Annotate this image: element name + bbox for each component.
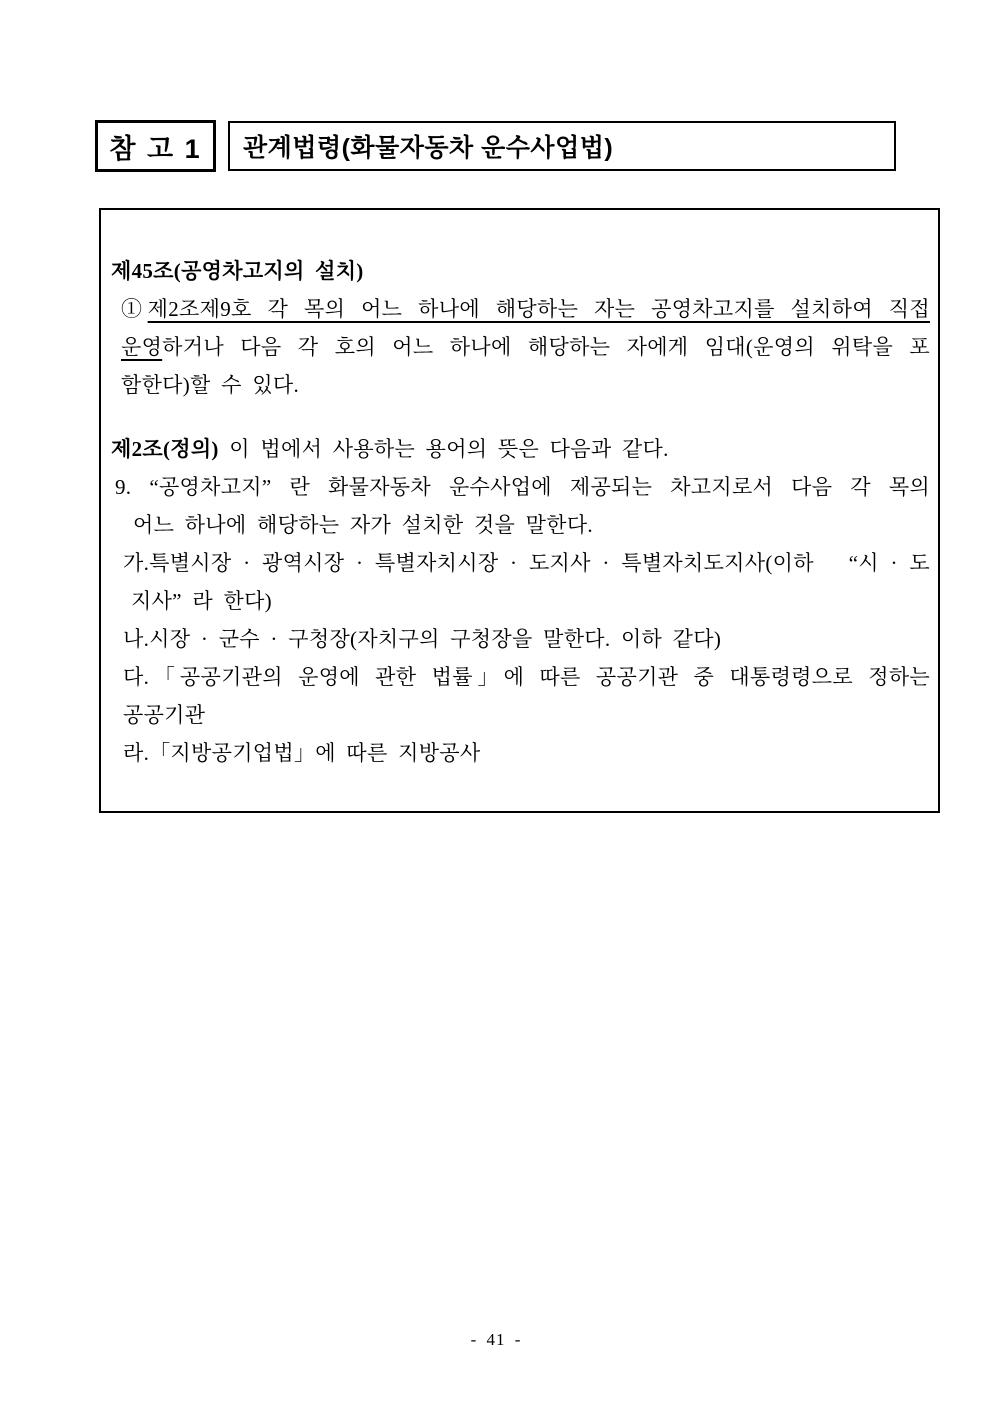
document-title: 관계법령(화물자동차 운수사업법): [243, 134, 614, 162]
reference-label: 참 고 1: [109, 133, 202, 164]
article2-heading-bold: 제2조(정의): [111, 437, 219, 461]
article2-item-na-line: 나.시장 · 군수 · 구청장(자치구의 구청장을 말한다. 이하 같다): [123, 627, 722, 651]
article2-item-ga-line2: 지사” 라 한다): [131, 589, 272, 613]
article45-clause1-line1: [101, 290, 930, 328]
article45-clause1-line3: 함한다)할 수 있다.: [121, 373, 300, 397]
article2-item9-line2: 어느 하나에 해당하는 자가 설치한 것을 말한다.: [133, 513, 593, 537]
article2-item-ga-line1: 가.특별시장 · 광역시장 · 특별자치시장 · 도지사 · 특별자치도지사(이하 “시 · 도: [123, 551, 930, 575]
article45-clause1-line2: [101, 328, 930, 366]
page-number: - 41 -: [470, 1330, 522, 1349]
article2-item9-line1: 9. “공영차고지” 란 화물자동차 운수사업에 제공되는 차고지로서 다음 각 목의: [115, 475, 930, 499]
article2-item-ra-line: 라.「지방공기업법」에 따른 지방공사: [123, 741, 481, 765]
reference-label-box: [95, 120, 216, 172]
article2-heading-line: [101, 430, 930, 468]
clause1-marker: ①: [121, 297, 148, 321]
article45-heading: 제45조(공영차고지의 설치): [111, 259, 364, 283]
clause1-line2-underlined-text: 운영: [121, 335, 163, 359]
article2-item-da-line2: 공공기관: [123, 703, 206, 727]
legal-text-box: [99, 208, 940, 813]
document-title-box: [228, 121, 896, 171]
article2-item-da-line1: 다.「공공기관의 운영에 관한 법률」에 따른 공공기관 중 대통령령으로 정하는: [123, 665, 930, 689]
clause1-line2-rest-text: 하거나 다음 각 호의 어느 하나에 해당하는 자에게 임대(운영의 위탁을 포: [162, 335, 930, 359]
section-spacer: [101, 404, 930, 430]
clause1-line1-underlined-text: 제2조제9호 각 목의 어느 하나에 해당하는 자는 공영차고지를 설치하여 직접: [147, 297, 930, 321]
article2-heading-rest: 이 법에서 사용하는 용어의 뜻은 다음과 같다.: [218, 437, 669, 461]
